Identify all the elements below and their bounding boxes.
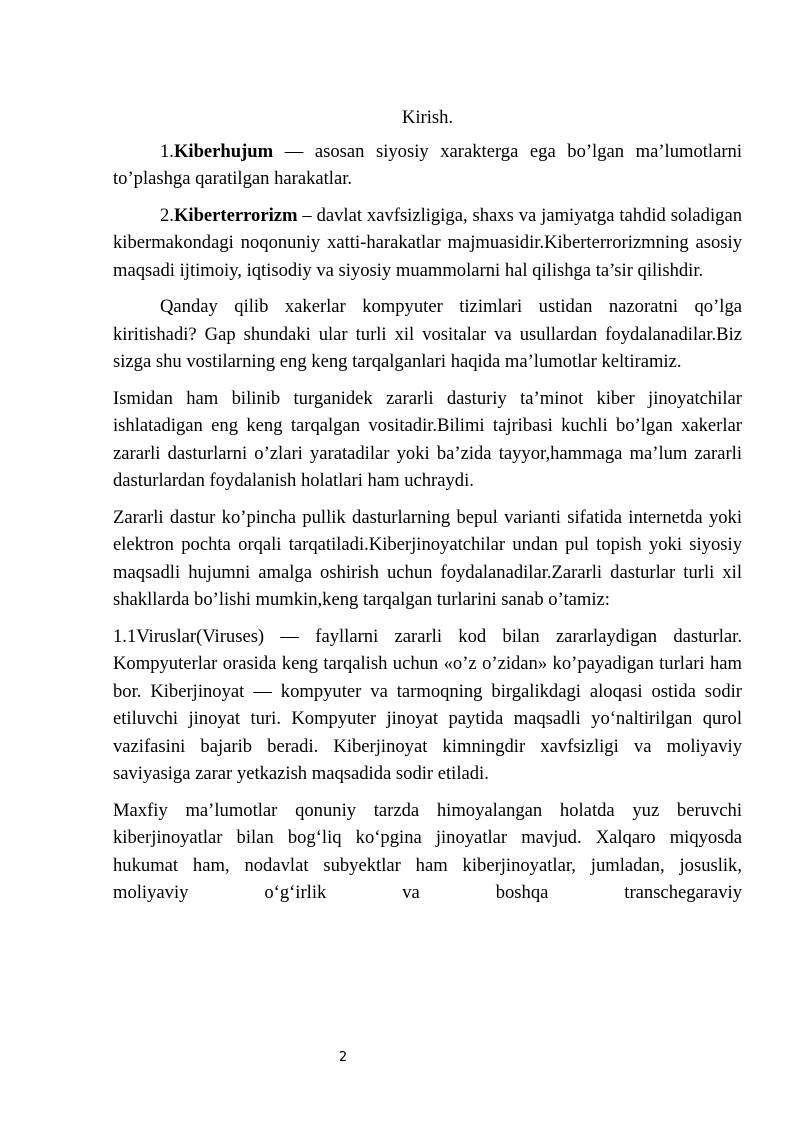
document-page (113, 104, 742, 916)
term-kiberhujum: Kiberhujum (173, 140, 274, 162)
paragraph-zararli-dasturiy: Ismidan ham bilinib turganidek zararli dasturiy ta’minot kiber jinoyatchilar ishlatadigan eng keng tarqalgan vositadir.Bilimi tajribasi kuchli bo’lgan xakerlar zararli dasturlarni o’zlari yaratadilar yoki ba’zida tayyor,hammaga ma’lum zararli dasturlardan foydalanish holatlari ham uchraydi. (113, 387, 742, 491)
paragraph-maxfiy: Maxfiy ma’lumotlar qonuniy tarzda himoyalangan holatda yuz beruvchi kiberjinoyatlar bilan bog‘liq ko‘pgina jinoyatlar mavjud. Xalqaro miqyosda hukumat ham, nodavlat subyektlar ham kiberjinoyatlar, jumladan, josuslik, moliyaviy o‘g‘irlik va boshqa transchegaraviy (113, 799, 742, 903)
paragraph-kiberterrorizm (113, 202, 742, 285)
term-kiberterrorizm: Kiberterrorizm (173, 204, 298, 226)
paragraph-xakerlar: Qanday qilib xakerlar kompyuter tizimlari ustidan nazoratni qo’lga kiritishadi? Gap shundaki ular turli xil vositalar va usullardan foydalanadilar.Biz sizga shu vostilarning eng keng tarqalganlari haqida ma’lumotlar keltiramiz. (113, 296, 742, 372)
paragraph-zararli-dastur: Zararli dastur ko’pincha pullik dasturlarning bepul varianti sifatida internetda yoki elektron pochta orqali tarqatiladi.Kiberjinoyatchilar undan pul topish yoki siyosiy maqsadli hujumni amalga oshirish uchun foydalanadilar.Zararli dasturlar turli xil shakllarda bo’lishi mumkin,keng tarqalgan turlarini sanab o’tamiz: (113, 506, 742, 610)
paragraph-text: — asosan siyosiy xarakterga ega bo’lgan ma’lumotlarni to’plashga qaratilgan harakatlar. (113, 140, 742, 189)
paragraph-kiberhujum (113, 138, 742, 193)
document-title: Kirish. (401, 107, 454, 128)
paragraph-viruslar: 1.1Viruslar(Viruses) — fayllarni zararli kod bilan zararlaydigan dasturlar. Kompyuterlar orasida keng tarqalish uchun «o’z o’zidan» ko’payadigan turlari ham bor. Kiberjinoyat — kompyuter va tarmoqning birgalikdagi aloqasi ostida sodir etiluvchi jinoyat turi. Kompyuter jinoyat paytida maqsadli yo‘naltirilgan qurol vazifasini bajarib beradi. Kiberjinoyat kimningdir xavfsizligi va moliyaviy saviyasiga zarar yetkazish maqsadida sodir etiladi. (113, 625, 742, 784)
paragraph-text: – davlat xavfsizligiga, shaxs va jamiyatga tahdid soladigan kibermakondagi noqonuniy xatti-harakatlar majmuasidir.Kiberterrorizmning asosiy maqsadi ijtimoiy, iqtisodiy va siyosiy muammolarni hal qilishga ta’sir qilishdir. (113, 204, 742, 281)
list-number: 2. (160, 204, 174, 226)
list-number: 1. (160, 140, 174, 162)
page-number: 2 (338, 1050, 348, 1065)
